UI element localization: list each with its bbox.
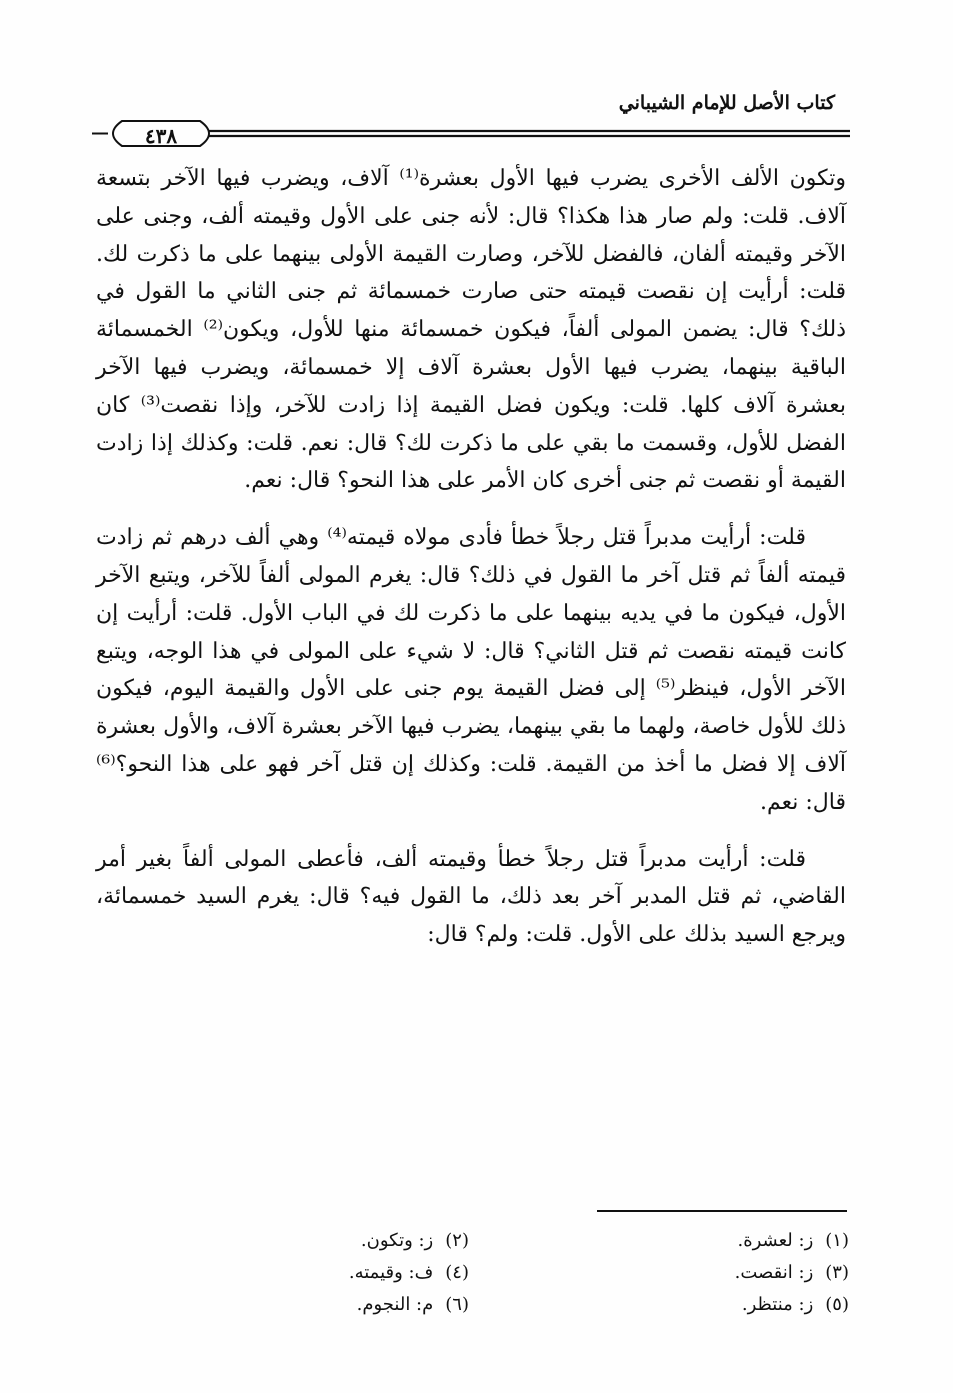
footnote-number: (٥) — [825, 1294, 849, 1315]
page-number: ٤٣٨ — [144, 124, 178, 148]
footnote-number: (١) — [825, 1230, 849, 1251]
footnote-text: ز: وتكون. — [360, 1230, 434, 1251]
running-header-title: كتاب الأصل للإمام الشيباني — [618, 92, 835, 114]
footnote-number: (٦) — [445, 1294, 469, 1315]
footnote-text: ز: منتظر. — [741, 1294, 814, 1315]
footnote-5 — [599, 1294, 849, 1315]
footnote-number: (٤) — [445, 1262, 469, 1283]
footnote-text: م: النجوم. — [356, 1294, 434, 1315]
paragraph-1: وتكون الألف الأخرى يضرب فيها الأول بعشرة⁽¹⁾ آلاف، ويضرب فيها الآخر بتسعة آلاف. قلت: ولم صار هذا هكذا؟ قال: لأنه جنى على الأول وقيمته ألف، وجنى على الآخر وقيمته ألفان، فالفضل للآخر، وصارت القيمة الأولى بينهما على ما ذكرت لك. قلت: أرأيت إن نقصت قيمته حتى صارت خمسمائة ثم جنى الثاني ما القول في ذلك؟ قال: يضمن المولى ألفاً، فيكون خمسمائة منها للأول، ويكون⁽²⁾ الخمسمائة الباقية بينهما، يضرب فيها الأول بعشرة آلاف إلا خمسمائة، ويضرب فيها الآخر بعشرة آلاف كلها. قلت: ويكون فضل القيمة إذا زادت للآخر، وإذا نقصت⁽³⁾ كان الفضل للأول، وقسمت ما بقي على ما ذكرت لك؟ قال: نعم. قلت: وكذلك إذا زادت القيمة أو نقصت ثم جنى أخرى كان الأمر على هذا النحو؟ قال: نعم. — [96, 166, 846, 494]
header-rule-ornament — [90, 116, 850, 160]
body-text — [96, 160, 846, 954]
footnote-text: ف: وقيمته. — [348, 1262, 434, 1283]
footnote-4 — [219, 1262, 469, 1283]
footnote-number: (٢) — [445, 1230, 469, 1251]
paragraph-2: قلت: أرأيت مدبراً قتل رجلاً خطأ فأدى مولاه قيمته⁽⁴⁾ وهي ألف درهم ثم زادت قيمته ألفاً ثم قتل آخر ما القول في ذلك؟ قال: يغرم المولى ألفاً للآخر، ويتبع الآخر الأول، فيكون ما في يديه بينهما على ما ذكرت لك في الباب الأول. قلت: أرأيت إن كانت قيمته نقصت ثم قتل الثاني؟ قال: لا شيء على المولى في هذا الوجه، ويتبع الآخر الأول، فينظر⁽⁵⁾ إلى فضل القيمة يوم جنى على الأول والقيمة اليوم، فيكون ذلك للأول خاصة، ولهما ما بقي بينهما، يضرب فيها الآخر بعشرة آلاف، والأول بعشرة آلاف إلا فضل ما أخذ من القيمة. قلت: وكذلك إن قتل آخر فهو على هذا النحو؟⁽⁶⁾ قال: نعم. — [96, 525, 846, 815]
footnote-3 — [599, 1262, 849, 1283]
paragraph-3: قلت: أرأيت مدبراً قتل رجلاً خطأ وقيمته ألف، فأعطى المولى ألفاً بغير أمر القاضي، ثم قتل المدبر آخر بعد ذلك، ما القول فيه؟ قال: يغرم السيد خمسمائة، ويرجع السيد بذلك على الأول. قلت: ولم؟ قال: — [96, 846, 846, 948]
footnote-text: ز: انقصت. — [734, 1262, 814, 1283]
footnote-divider — [597, 1210, 847, 1212]
footnote-2 — [219, 1230, 469, 1251]
footnote-number: (٣) — [825, 1262, 849, 1283]
footnote-text: ز: لعشرة. — [737, 1230, 814, 1251]
footnote-6 — [219, 1294, 469, 1315]
footnote-1 — [599, 1230, 849, 1251]
